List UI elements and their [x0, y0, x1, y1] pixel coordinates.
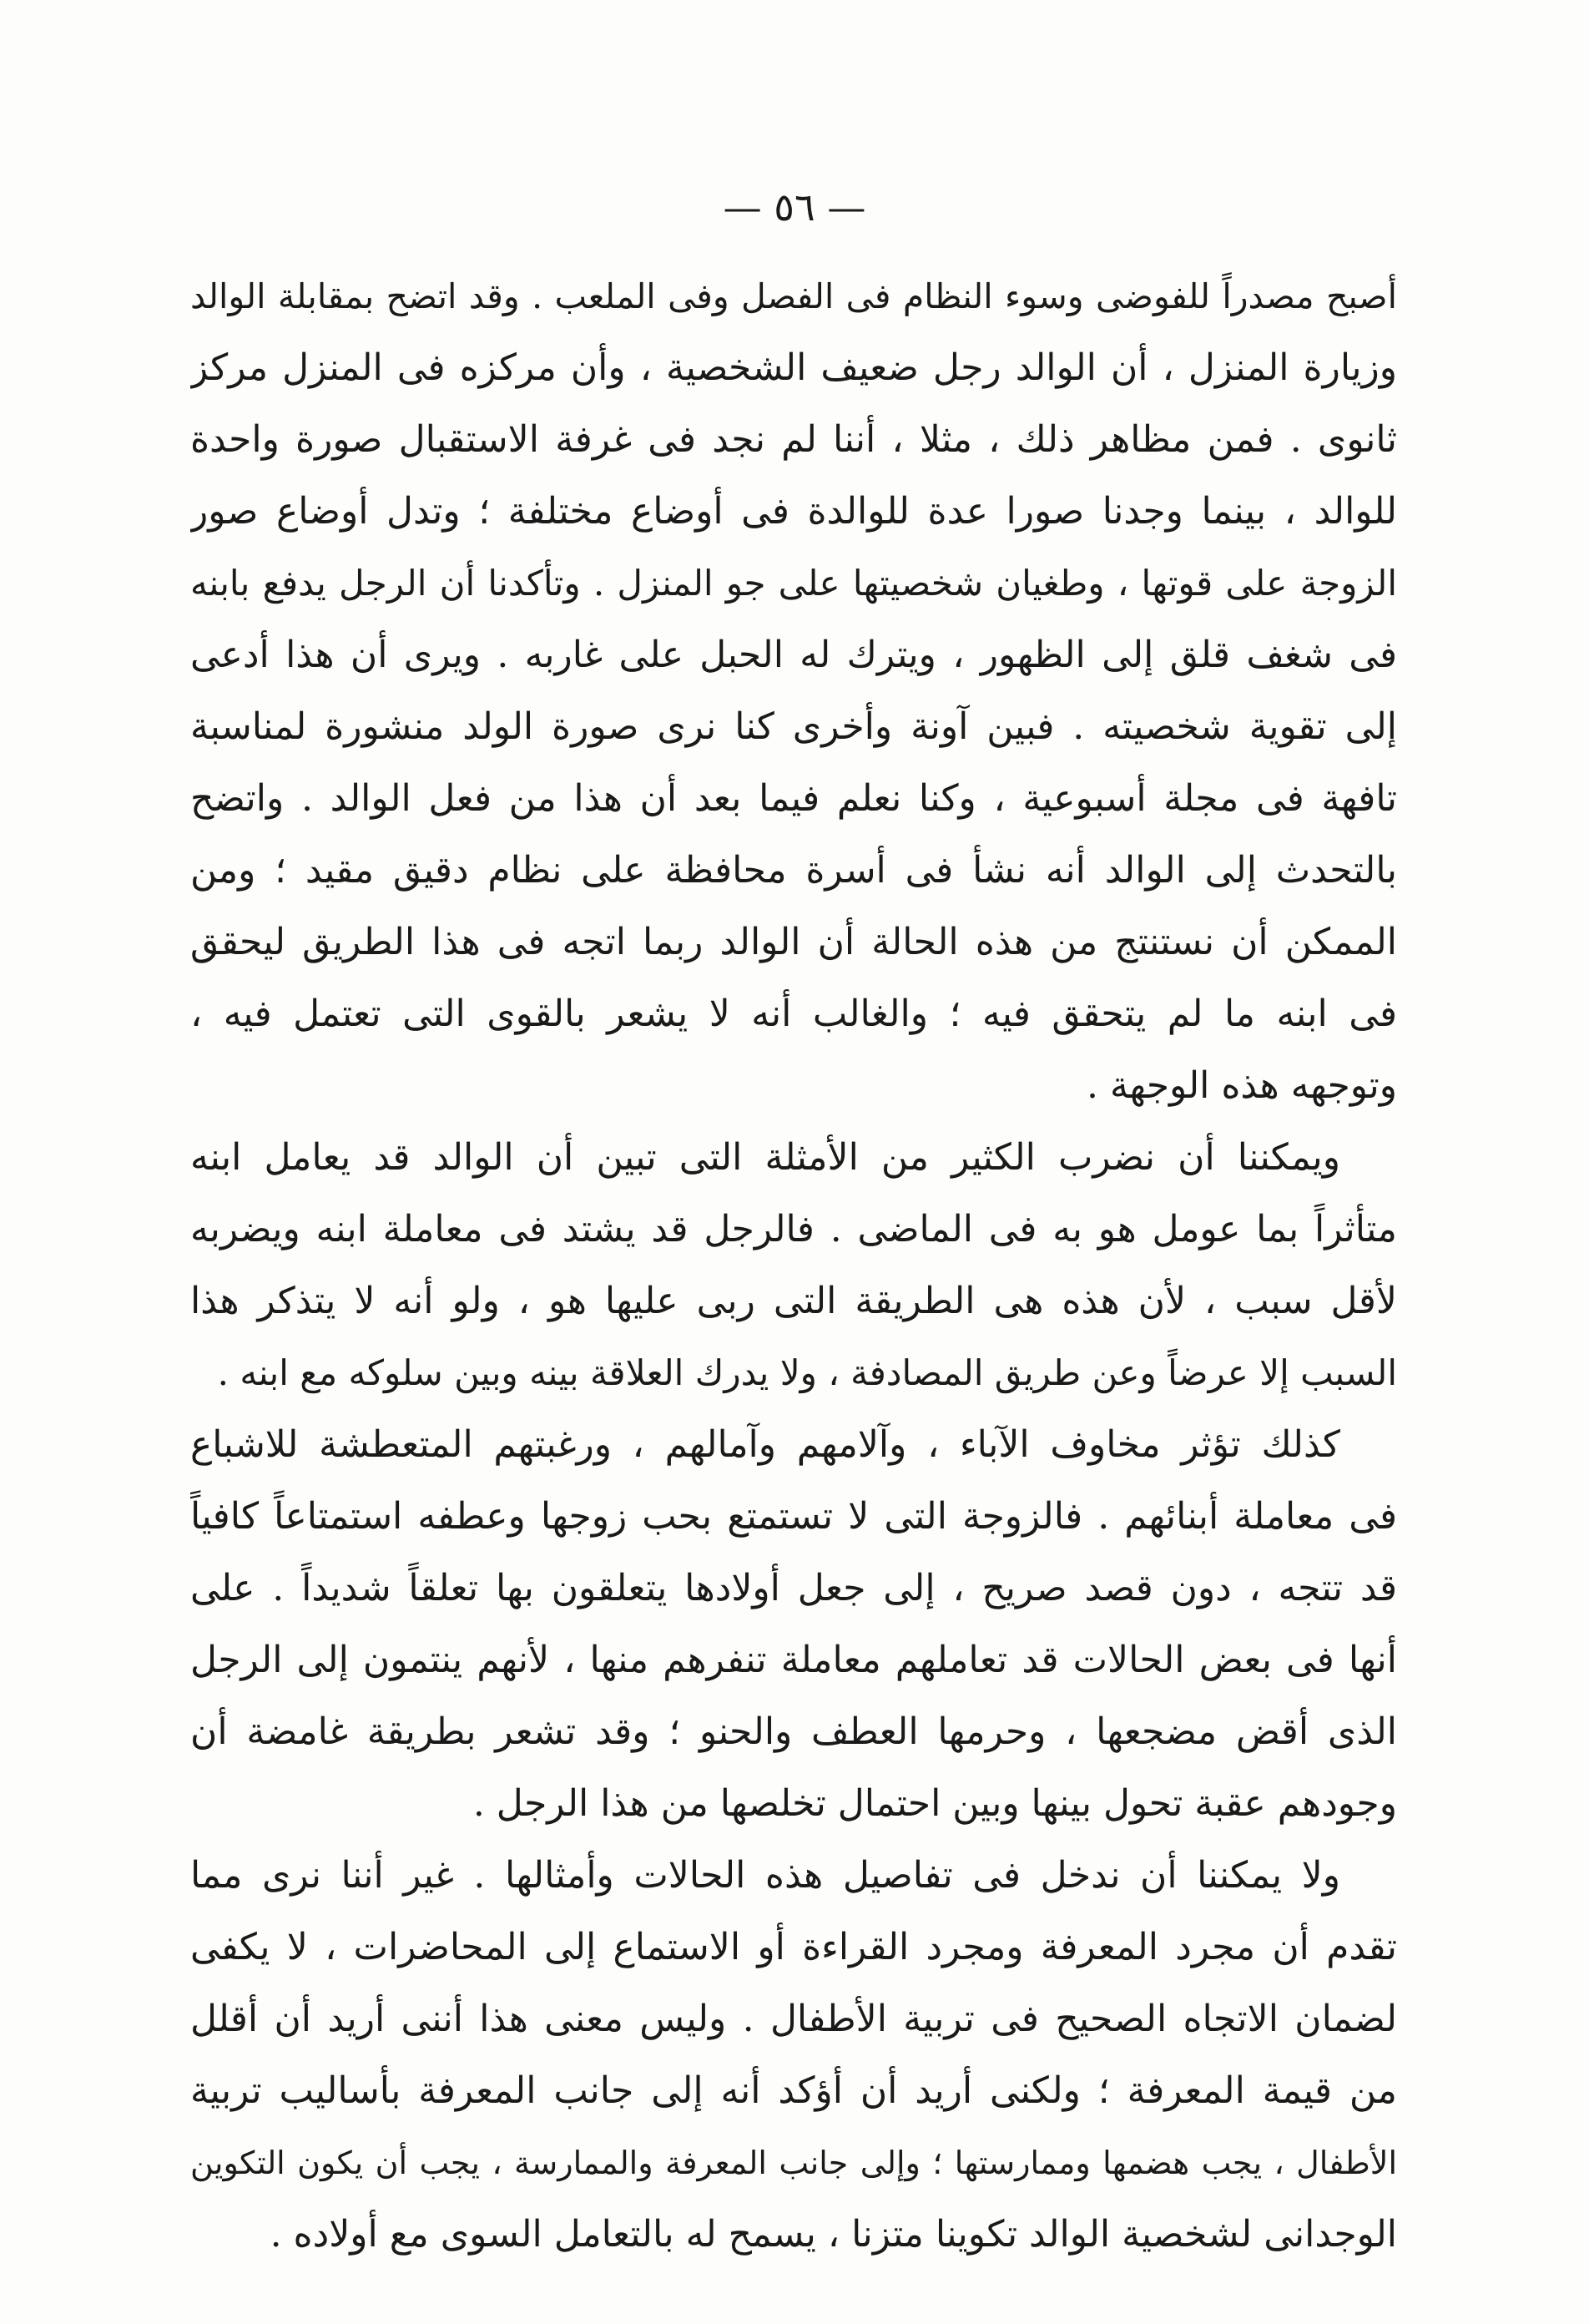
text-line: تافهة فى مجلة أسبوعية ، وكنا نعلم فيما بعد أن هذا من فعل الوالد . واتضح — [190, 777, 1397, 820]
text-line: فى شغف قلق إلى الظهور ، ويترك له الحبل على غاربه . ويرى أن هذا أدعى — [190, 634, 1397, 676]
text-line: للوالد ، بينما وجدنا صورا عدة للوالدة فى أوضاع مختلفة ؛ وتدل أوضاع صور — [190, 490, 1397, 533]
text-line: وتوجهه هذه الوجهة . — [1086, 1064, 1397, 1107]
text-line: وزيارة المنزل ، أن الوالد رجل ضعيف الشخصية ، وأن مركزه فى المنزل مركز — [190, 346, 1397, 389]
text-line: الأطفال ، يجب هضمها وممارستها ؛ وإلى جانب المعرفة والممارسة ، يجب أن يكون التكوين — [190, 2145, 1397, 2181]
text-line: فى ابنه ما لم يتحقق فيه ؛ والغالب أنه لا يشعر بالقوى التى تعتمل فيه ، — [190, 993, 1397, 1035]
text-line: الوجدانى لشخصية الوالد تكوينا متزنا ، يسمح له بالتعامل السوى مع أولاده . — [270, 2213, 1397, 2256]
text-line: ثانوى . فمن مظاهر ذلك ، مثلا ، أننا لم نجد فى غرفة الاستقبال صورة واحدة — [190, 418, 1397, 461]
text-line: الزوجة على قوتها ، وطغيان شخصيتها على جو المنزل . وتأكدنا أن الرجل يدفع بابنه — [190, 563, 1397, 604]
text-line: وجودهم عقبة تحول بينها وبين احتمال تخلصها من هذا الرجل . — [472, 1782, 1397, 1825]
text-line: إلى تقوية شخصيته . فبين آونة وأخرى كنا نرى صورة الولد منشورة لمناسبة — [190, 705, 1397, 748]
text-line: الممكن أن نستنتج من هذه الحالة أن الوالد ربما اتجه فى هذا الطريق ليحقق — [190, 921, 1397, 963]
body-text — [190, 260, 1397, 2271]
text-line: ويمكننا أن نضرب الكثير من الأمثلة التى تبين أن الوالد قد يعامل ابنه — [190, 1136, 1340, 1179]
text-line: متأثراً بما عومل هو به فى الماضى . فالرجل قد يشتد فى معاملة ابنه ويضربه — [190, 1208, 1397, 1250]
page-number: — ٥٦ — — [723, 184, 866, 230]
text-line: بالتحدث إلى الوالد أنه نشأ فى أسرة محافظة على نظام دقيق مقيد ؛ ومن — [190, 849, 1397, 892]
text-line: أنها فى بعض الحالات قد تعاملهم معاملة تنفرهم منها ، لأنهم ينتمون إلى الرجل — [190, 1639, 1397, 1681]
text-line: أصبح مصدراً للفوضى وسوء النظام فى الفصل وفى الملعب . وقد اتضح بمقابلة الوالد — [190, 276, 1397, 316]
text-line: لأقل سبب ، لأن هذه هى الطريقة التى ربى عليها هو ، ولو أنه لا يتذكر هذا — [190, 1280, 1397, 1322]
text-line: لضمان الاتجاه الصحيح فى تربية الأطفال . وليس معنى هذا أننى أريد أن أقلل — [190, 1998, 1397, 2040]
text-line: فى معاملة أبنائهم . فالزوجة التى لا تستمتع بحب زوجها وعطفه استمتاعاً كافياً — [190, 1495, 1397, 1538]
text-line: تقدم أن مجرد المعرفة ومجرد القراءة أو الاستماع إلى المحاضرات ، لا يكفى — [190, 1926, 1397, 1968]
text-line: ولا يمكننا أن ندخل فى تفاصيل هذه الحالات وأمثالها . غير أننا نرى مما — [190, 1854, 1340, 1897]
text-line: من قيمة المعرفة ؛ ولكنى أريد أن أؤكد أنه إلى جانب المعرفة بأساليب تربية — [190, 2069, 1397, 2112]
text-line: الذى أقض مضجعها ، وحرمها العطف والحنو ؛ وقد تشعر بطريقة غامضة أن — [190, 1710, 1397, 1753]
text-line: قد تتجه ، دون قصد صريح ، إلى جعل أولادها يتعلقون بها تعلقاً شديداً . على — [190, 1567, 1397, 1609]
text-line: السبب إلا عرضاً وعن طريق المصادفة ، ولا يدرك العلاقة بينه وبين سلوكه مع ابنه . — [217, 1352, 1397, 1393]
text-line: كذلك تؤثر مخاوف الآباء ، وآلامهم وآمالهم ، ورغبتهم المتعطشة للاشباع — [190, 1423, 1340, 1466]
